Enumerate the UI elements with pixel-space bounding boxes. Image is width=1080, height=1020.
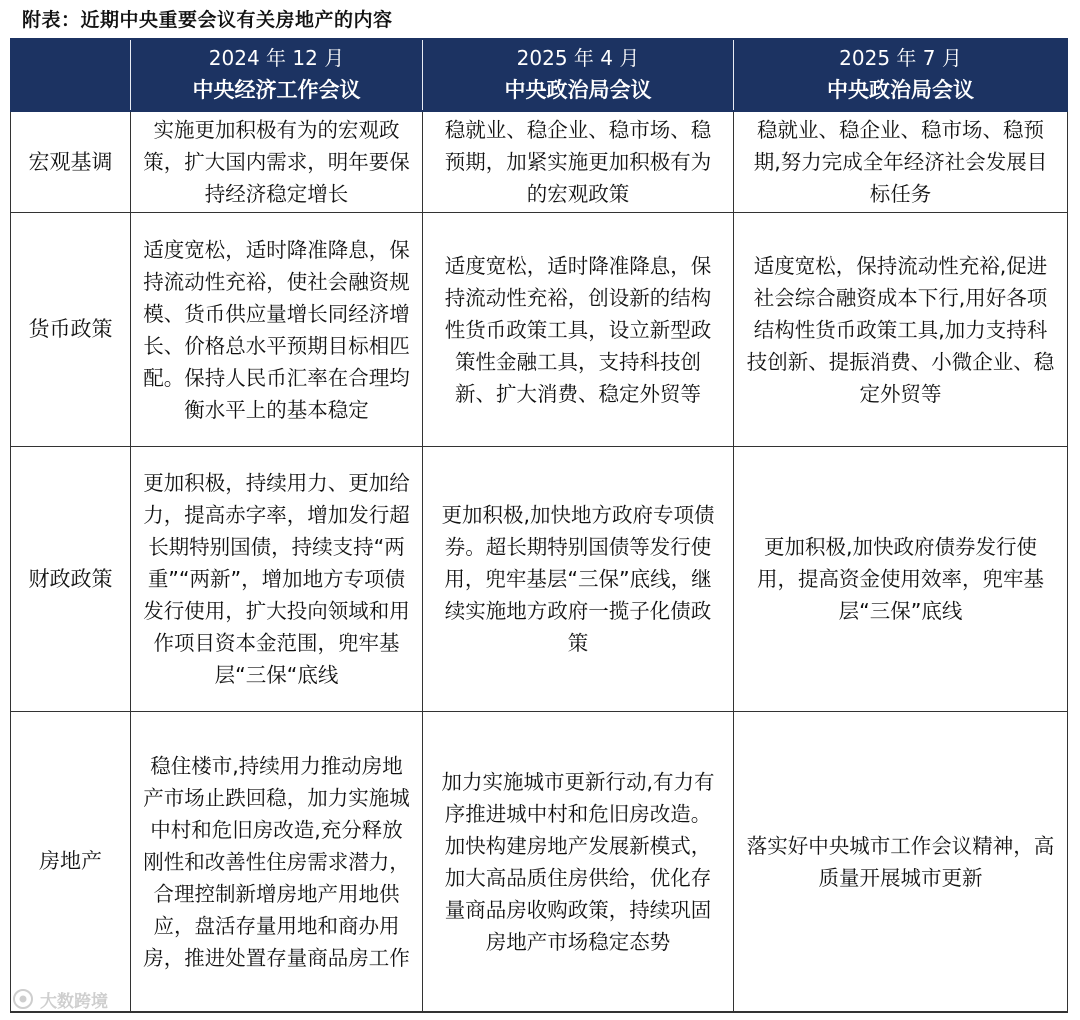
column-date: 2025 年 7 月 [839,46,962,70]
table-cell [734,712,1068,1013]
cell-text: 适度宽松，保持流动性充裕,促进社会综合融资成本下行,用好各项结构性货币政策工具,加力支持科技创新、提振消费、小微企业、稳定外贸等 [746,253,1055,406]
table-cell [423,213,734,447]
cell-text: 更加积极,加快地方政府专项债券。超长期特别国债等发行使用，兜牢基层“三保”底线，继续实施地方政府一揽子化债政策 [441,503,715,655]
table-cell [131,213,423,447]
table-cell [734,447,1068,712]
row-label: 货币政策 [11,213,131,447]
table-row-monetary [11,213,1068,447]
table-header [11,39,1068,111]
table-cell [131,111,423,213]
header-row [11,39,1068,111]
cell-text: 实施更加积极有为的宏观政策，扩大国内需求，明年要保持经济稳定增长 [143,118,410,206]
cell-text: 适度宽松，适时降准降息，保持流动性充裕，使社会融资规模、货币供应量增长同经济增长、价格总水平预期目标相匹配。保持人民币汇率在合理均衡水平上的基本稳定 [143,237,410,422]
cell-text: 稳就业、稳企业、稳市场、稳预期,努力完成全年经济社会发展目标任务 [753,118,1048,206]
column-date: 2024 年 12 月 [208,46,345,70]
table-caption: 附表：近期中央重要会议有关房地产的内容 [22,9,393,31]
watermark [12,986,108,1012]
table-body [11,111,1068,1012]
meeting-comparison-table [10,38,1068,1013]
column-meeting-name: 中央经济工作会议 [192,78,361,102]
table-row-macro [11,111,1068,213]
header-col-2025-04 [423,39,734,111]
table-cell [734,111,1068,213]
table-cell [131,447,423,712]
cell-text: 加力实施城市更新行动,有力有序推进城中村和危旧房改造。加快构建房地产发展新模式，加大高品质住房供给，优化存量商品房收购政策，持续巩固房地产市场稳定态势 [441,769,715,954]
cell-text: 更加积极,加快政府债券发行使用，提高资金使用效率，兜牢基层“三保”底线 [757,535,1044,623]
row-label: 宏观基调 [11,111,131,213]
cell-text: 稳就业、稳企业、稳市场、稳预期，加紧实施更加积极有为的宏观政策 [444,118,712,206]
column-meeting-name: 中央政治局会议 [504,78,652,102]
cell-text: 稳住楼市,持续用力推动房地产市场止跌回稳，加力实施城中村和危旧房改造,充分释放刚性和改善性住房需求潜力，合理控制新增房地产用地供应，盘活存量用地和商办用房，推进处置存量商品房工作 [143,753,410,970]
cell-text: 更加积极，持续用力、更加给力，提高赤字率，增加发行超长期特别国债，持续支持“两重”“两新”，增加地方专项债发行使用，扩大投向领域和用作项目资本金范围，兜牢基层“三保“底线 [143,471,410,687]
table-row-fiscal [11,447,1068,712]
row-label: 房地产 [11,712,131,1013]
column-date: 2025 年 4 月 [516,46,640,70]
table-cell [423,447,734,712]
watermark-text: 大数跨境 [40,991,108,1012]
header-col-2024-12 [131,39,423,111]
header-corner [11,39,131,111]
cell-text: 适度宽松，适时降准降息，保持流动性充裕，创设新的结构性货币政策工具，设立新型政策性金融工具，支持科技创新、扩大消费、稳定外贸等 [444,253,712,406]
table-row-real-estate [11,712,1068,1013]
header-col-2025-07 [734,39,1068,111]
watermark-logo-icon [12,988,34,1010]
table-cell [131,712,423,1013]
table-cell [734,213,1068,447]
table-cell [423,111,734,213]
table-cell [423,712,734,1013]
column-meeting-name: 中央政治局会议 [827,78,974,102]
cell-text: 落实好中央城市工作会议精神，高质量开展城市更新 [746,833,1055,890]
row-label: 财政政策 [11,447,131,712]
